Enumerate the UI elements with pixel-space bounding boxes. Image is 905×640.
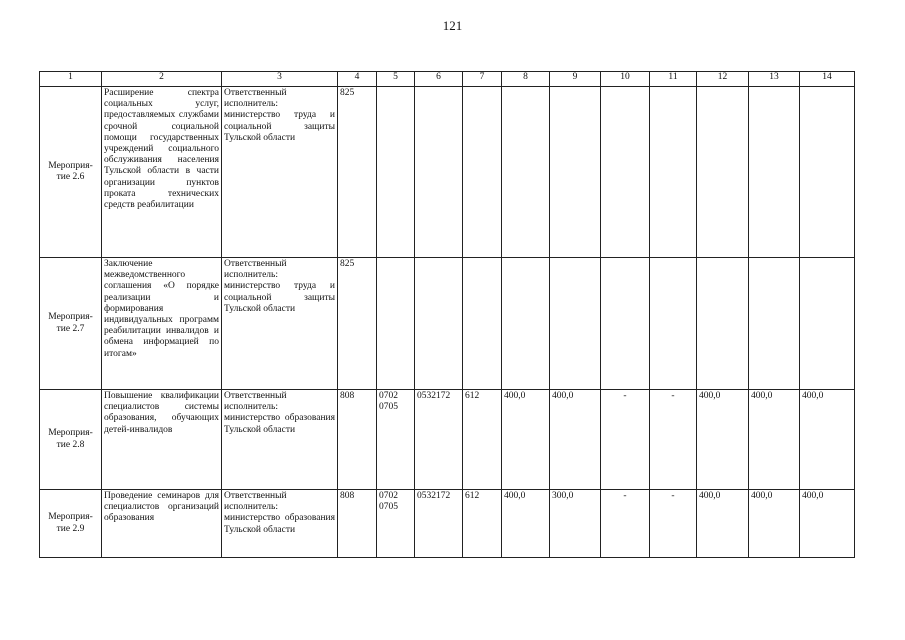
cell-col10 — [601, 87, 650, 258]
cell-col4: 808 — [338, 390, 377, 490]
page-number: 121 — [442, 18, 463, 33]
cell-col6: 0532172 — [415, 490, 463, 558]
cell-col9: 300,0 — [550, 490, 601, 558]
cell-col10 — [601, 258, 650, 390]
cell-col7 — [463, 87, 502, 258]
cell-col7: 612 — [463, 490, 502, 558]
cell-col12 — [697, 258, 749, 390]
measure-description: Заключение межведомственного соглашения «О порядке реализации и формирования индивидуальных программ реабилитации инвалидов и обмена информацией по итогам» — [102, 258, 222, 390]
cell-col13: 400,0 — [749, 490, 800, 558]
cell-col14: 400,0 — [800, 390, 855, 490]
cell-col7 — [463, 258, 502, 390]
column-header: 12 — [697, 72, 749, 87]
column-header: 6 — [415, 72, 463, 87]
column-header: 3 — [222, 72, 338, 87]
table-row — [40, 258, 855, 390]
cell-col13: 400,0 — [749, 390, 800, 490]
cell-col9: 400,0 — [550, 390, 601, 490]
cell-col4: 825 — [338, 87, 377, 258]
table-row — [40, 87, 855, 258]
cell-col6: 0532172 — [415, 390, 463, 490]
measure-label: Мероприя- тие 2.9 — [40, 490, 102, 558]
header-row — [40, 72, 855, 87]
cell-col8 — [502, 258, 550, 390]
cell-col10: - — [601, 490, 650, 558]
cell-col7: 612 — [463, 390, 502, 490]
column-header: 8 — [502, 72, 550, 87]
column-header: 11 — [650, 72, 697, 87]
cell-col10: - — [601, 390, 650, 490]
measure-executor: Ответственный исполнитель: министерство образования Тульской области — [222, 490, 338, 558]
cell-col14 — [800, 258, 855, 390]
column-header: 5 — [377, 72, 415, 87]
measure-executor: Ответственный исполнитель: министерство образования Тульской области — [222, 390, 338, 490]
cell-col8: 400,0 — [502, 490, 550, 558]
column-header: 4 — [338, 72, 377, 87]
cell-col5: 0702 0705 — [377, 490, 415, 558]
cell-col5 — [377, 87, 415, 258]
cell-col5 — [377, 258, 415, 390]
table-row — [40, 490, 855, 558]
cell-col12: 400,0 — [697, 390, 749, 490]
cell-col8: 400,0 — [502, 390, 550, 490]
cell-col11: - — [650, 490, 697, 558]
column-header: 14 — [800, 72, 855, 87]
column-header: 10 — [601, 72, 650, 87]
column-header: 7 — [463, 72, 502, 87]
cell-col11: - — [650, 390, 697, 490]
measure-executor: Ответственный исполнитель: министерство труда и социальной защиты Тульской области — [222, 258, 338, 390]
cell-col14: 400,0 — [800, 490, 855, 558]
column-header: 9 — [550, 72, 601, 87]
cell-col9 — [550, 258, 601, 390]
cell-col4: 808 — [338, 490, 377, 558]
cell-col6 — [415, 87, 463, 258]
cell-col5: 0702 0705 — [377, 390, 415, 490]
cell-col11 — [650, 258, 697, 390]
measure-label: Мероприя- тие 2.6 — [40, 87, 102, 258]
measure-executor: Ответственный исполнитель: министерство труда и социальной защиты Тульской области — [222, 87, 338, 258]
column-header: 1 — [40, 72, 102, 87]
measure-description: Расширение спектра социальных услуг, предоставляемых службами срочной социальной помощи государственных учреждений социального обслуживания населения Тульской области в части организации пунктов проката технических средств реабилитации — [102, 87, 222, 258]
column-header: 13 — [749, 72, 800, 87]
measure-label: Мероприя- тие 2.8 — [40, 390, 102, 490]
cell-col8 — [502, 87, 550, 258]
cell-col13 — [749, 258, 800, 390]
cell-col14 — [800, 87, 855, 258]
measure-description: Повышение квалификации специалистов системы образования, обучающих детей-инвалидов — [102, 390, 222, 490]
table-row — [40, 390, 855, 490]
cell-col6 — [415, 258, 463, 390]
column-header: 2 — [102, 72, 222, 87]
cell-col12 — [697, 87, 749, 258]
measure-label: Мероприя- тие 2.7 — [40, 258, 102, 390]
measure-description: Проведение семинаров для специалистов организаций образования — [102, 490, 222, 558]
cell-col9 — [550, 87, 601, 258]
cell-col11 — [650, 87, 697, 258]
cell-col12: 400,0 — [697, 490, 749, 558]
cell-col4: 825 — [338, 258, 377, 390]
measures-table — [39, 71, 855, 558]
cell-col13 — [749, 87, 800, 258]
